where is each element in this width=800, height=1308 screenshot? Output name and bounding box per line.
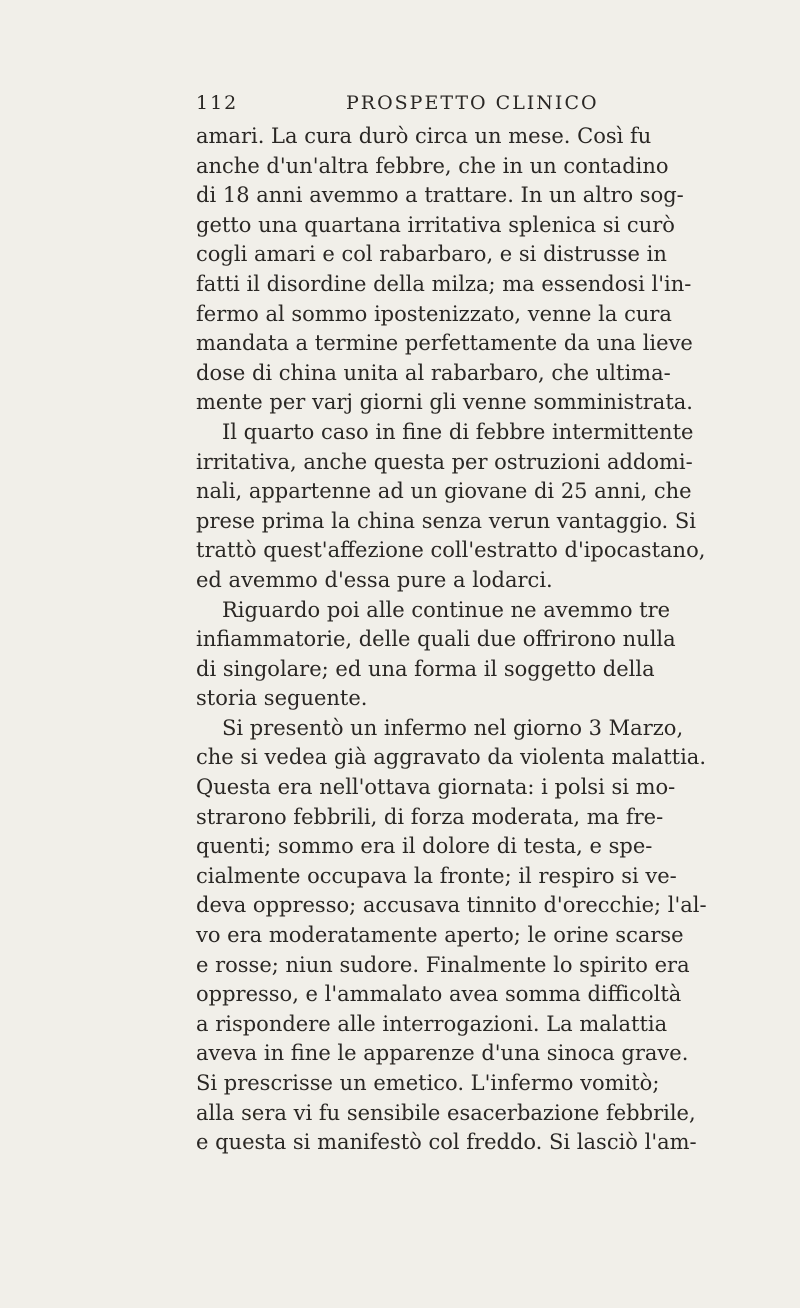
text-line: cogli amari e col rabarbaro, e si distrusse in: [196, 242, 667, 267]
text-line: fermo al sommo ipostenizzato, venne la cura: [196, 301, 672, 326]
text-line: vo era moderatamente aperto; le orine scarse: [196, 923, 684, 948]
text-line: di singolare; ed una forma il soggetto della: [196, 656, 655, 681]
text-line: mandata a termine perfettamente da una lieve: [196, 331, 693, 356]
text-line: Il quarto caso in fine di febbre intermittente: [222, 419, 694, 444]
text-line: quenti; sommo era il dolore di testa, e spe-: [196, 834, 653, 859]
text-line: che si vedea già aggravato da violenta malattia.: [196, 745, 706, 770]
text-line: e questa si manifestò col freddo. Si lasciò l'am-: [196, 1130, 697, 1155]
text-line: deva oppresso; accusava tinnito d'orecchie; l'al-: [196, 893, 707, 918]
page-header: [196, 92, 606, 118]
text-line: Questa era nell'ottava giornata: i polsi si mo-: [196, 775, 676, 800]
text-line: di 18 anni avemmo a trattare. In un altro sog-: [196, 183, 684, 208]
text-line: storia seguente.: [196, 686, 368, 711]
text-line: Si presentò un infermo nel giorno 3 Marzo,: [222, 715, 684, 740]
text-line: a rispondere alle interrogazioni. La malattia: [196, 1011, 668, 1036]
text-line: cialmente occupava la fronte; il respiro si ve-: [196, 863, 677, 888]
text-line: ed avemmo d'essa pure a lodarci.: [196, 567, 553, 592]
text-line: fatti il disordine della milza; ma essendosi l'in-: [196, 271, 692, 296]
running-title: PROSPETTO CLINICO: [346, 92, 599, 114]
text-line: amari. La cura durò circa un mese. Così fu: [196, 124, 652, 148]
text-line: aveva in fine le apparenze d'una sinoca grave.: [196, 1041, 689, 1066]
text-line: straronо febbrili, di forza moderata, ma fre-: [196, 804, 664, 829]
page-number: 112: [196, 92, 239, 114]
text-line: oppresso, e l'ammalato avea somma difficoltà: [196, 982, 682, 1007]
text-line: dose di china unita al rabarbaro, che ultima-: [196, 360, 671, 385]
text-line: Si prescrisse un emetico. L'infermo vomitò;: [196, 1071, 660, 1095]
text-line: irritativa, anche questa per ostruzioni addomi-: [196, 449, 693, 474]
text-line: mente per varj giorni gli venne somministrata.: [196, 390, 693, 415]
text-line: getto una quartana irritativa splenica si curò: [196, 212, 675, 237]
text-line: e rosse; niun sudore. Finalmente lo spirito era: [196, 952, 690, 977]
text-line: trattò quest'affezione coll'estratto d'ipocastano,: [196, 538, 706, 563]
text-line: infiammatorie, delle quali due offrirono nulla: [196, 627, 676, 652]
text-line: nali, appartenne ad un giovane di 25 anni, che: [196, 479, 692, 504]
text-line: prese prima la china senza verun vantaggio. Si: [196, 508, 696, 533]
body-text: [196, 122, 707, 1158]
text-line: alla sera vi fu sensibile esacerbazione febbrile,: [196, 1100, 696, 1125]
text-line: anche d'un'altra febbre, che in un contadino: [196, 153, 669, 178]
text-line: Riguardo poi alle continue ne avemmo tre: [222, 597, 671, 622]
